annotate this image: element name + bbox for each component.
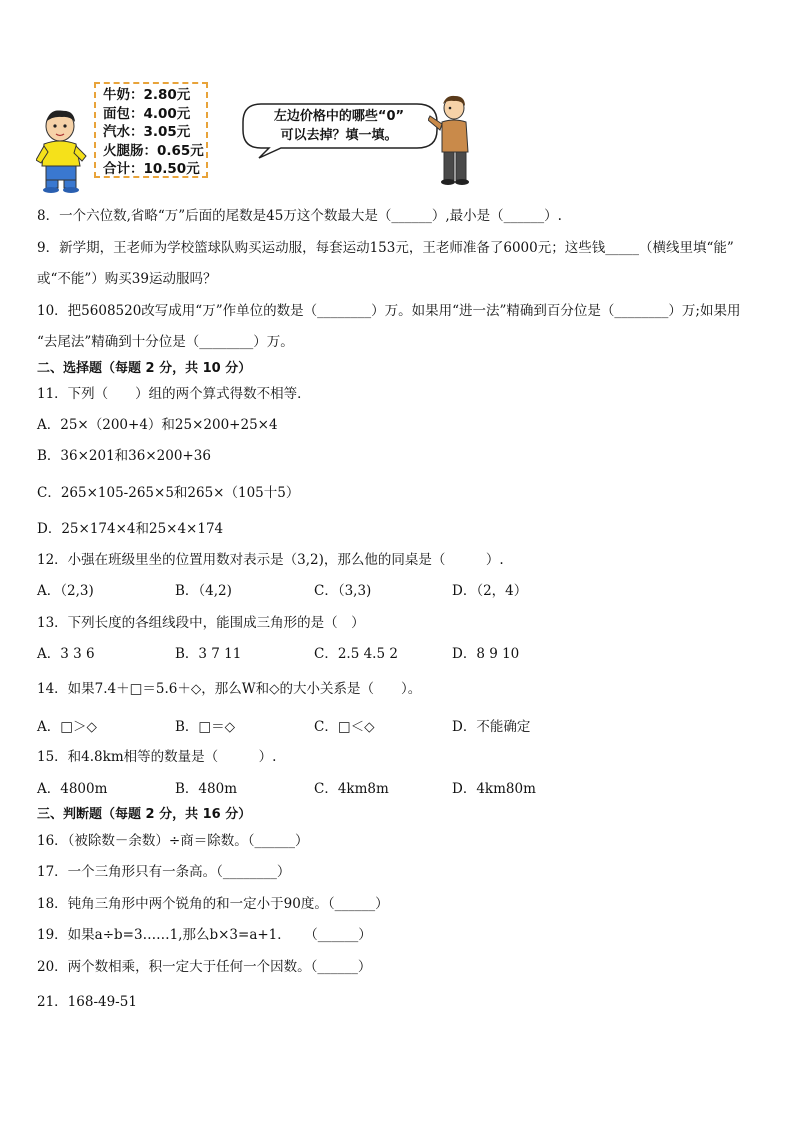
question-13-option-d: D．8 9 10: [452, 646, 520, 662]
question-12-stem: 12．小强在班级里坐的位置用数对表示是（3,2)，那么他的同桌是（ ）.: [37, 552, 504, 568]
price-line: 面包：4.00元: [103, 105, 191, 122]
question-20: 20．两个数相乘，积一定大于任何一个因数。（______）: [37, 959, 372, 975]
illustration: [36, 80, 476, 195]
question-10-line1: 10．把5608520改写成用“万”作单位的数是（________）万。如果用“进一法”精确到百分位是（________）万;如果用: [37, 303, 741, 319]
question-9-line1: 9．新学期，王老师为学校篮球队购买运动服，每套运动153元，王老师准备了6000元；这些钱_____（横线里填“能”: [37, 240, 734, 256]
question-15-stem: 15．和4.8km相等的数量是（ ）.: [37, 749, 277, 765]
question-14-stem: 14．如果7.4＋□＝5.6＋◇，那么W和◇的大小关系是（ ）。: [37, 681, 422, 697]
question-8: 8．一个六位数,省略“万”后面的尾数是45万这个数最大是（______）,最小是（______）.: [37, 208, 562, 224]
question-12-option-b: B．（4,2): [175, 583, 232, 599]
price-line: 牛奶：2.80元: [103, 87, 191, 103]
question-11-option-b: B．36×201和36×200+36: [37, 448, 211, 464]
teacher-illustration: [428, 94, 470, 186]
question-21: 21．168-49-51: [37, 994, 137, 1010]
question-18: 18．钝角三角形中两个锐角的和一定小于90度。（______）: [37, 896, 389, 912]
question-14-option-a: A．□＞◇: [37, 719, 97, 735]
section-heading-choice: 二、选择题（每题 2 分，共 10 分）: [37, 361, 252, 376]
question-17: 17．一个三角形只有一条高。（________）: [37, 864, 291, 880]
question-13-stem: 13．下列长度的各组线段中，能围成三角形的是（ ）: [37, 615, 365, 631]
question-14-option-d: D．不能确定: [452, 719, 531, 735]
question-14-option-b: B．□＝◇: [175, 719, 236, 735]
question-15-option-d: D．4km80m: [452, 781, 536, 797]
question-12-option-a: A．（2,3): [37, 583, 94, 599]
question-16: 16．（被除数－余数）÷商＝除数。（______）: [37, 833, 309, 849]
question-19: 19．如果a÷b=3……1,那么b×3=a+1． （______）: [37, 927, 372, 943]
price-line: 合计：10.50元: [103, 161, 200, 178]
section-heading-judge: 三、判断题（每题 2 分，共 16 分）: [37, 807, 252, 822]
speech-line: 左边价格中的哪些“0”: [273, 109, 405, 124]
question-15-option-c: C．4km8m: [314, 781, 389, 797]
speech-bubble: [241, 100, 441, 160]
question-12-option-c: C．（3,3): [314, 583, 372, 599]
question-15-option-a: A．4800m: [37, 781, 108, 797]
question-11-stem: 11．下列（ ）组的两个算式得数不相等．: [37, 386, 311, 402]
question-11-option-a: A．25×（200+4）和25×200+25×4: [37, 417, 278, 433]
question-13-option-c: C．2.5 4.5 2: [314, 646, 398, 662]
question-11-option-d: D．25×174×4和25×4×174: [37, 521, 224, 537]
question-13-option-a: A．3 3 6: [37, 646, 95, 662]
question-9-line2: 或“不能”）购买39运动服吗？: [37, 271, 217, 287]
price-list-box: [94, 82, 208, 178]
question-11-option-c: C．265×105-265×5和265×（105十5）: [37, 485, 300, 501]
boy-illustration: [36, 108, 94, 193]
question-14-option-c: C．□＜◇: [314, 719, 375, 735]
question-10-line2: “去尾法”精确到十分位是（________）万。: [37, 334, 294, 350]
question-15-option-b: B．480m: [175, 781, 237, 797]
price-line: 汽水：3.05元: [103, 124, 191, 141]
question-13-option-b: B．3 7 11: [175, 646, 242, 662]
speech-line: 可以去掉？填一填。: [280, 128, 398, 143]
price-line: 火腿肠：0.65元: [103, 142, 204, 159]
question-12-option-d: D．（2，4）: [452, 583, 528, 599]
